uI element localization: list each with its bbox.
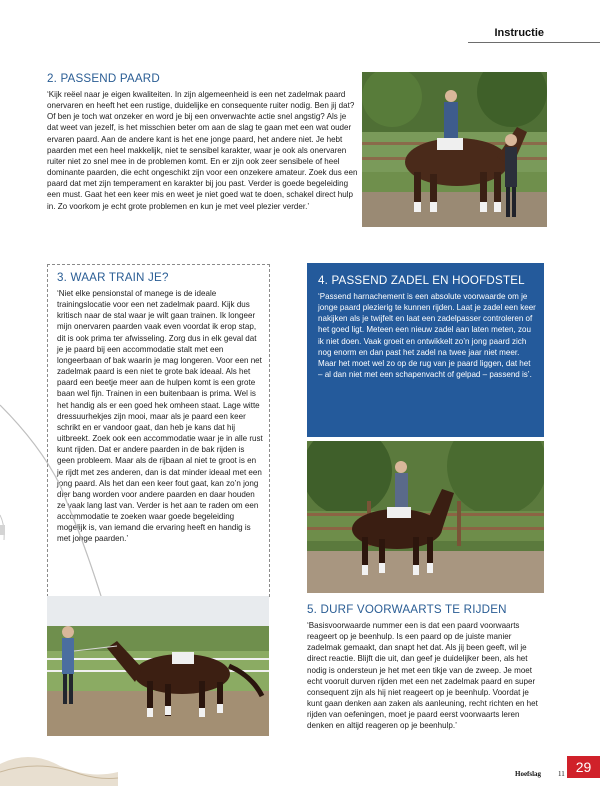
footer-decoration <box>0 744 118 786</box>
section-passend-paard <box>47 72 359 212</box>
section-body: ‘Niet elke pensionstal of manege is de ideale trainingslocatie voor een net zadelmak paard. Kijk dus kritisch naar de stal waar je wilt gaan trainen. Ik longeer mijn onervaren paarden vaak even voordat ik erop stap, dit is ook prima ter afwisseling. Zorg dus in elk geval dat je je paard bij een accommodatie stalt met een longeerbaan of bak waarin je mag longeren. Voor een net zadelmak paard is een niet te grote bak ideaal. Als het paard een beetje meer aan de hulpen komt is een grote baan wel fijn. Trainen in een buitenbaan is prima. Wel is het handig als er een goed hek omheen staat. Lage witte dressuurhekjes zijn mooi, maar als je paard een keer schrikt en er vandoor gaat, dan heb je kans dat hij uitbreekt. Zoek ook een accommodatie waar je in alle rust kunt rijden. Dat er andere paarden in de bak rijden is geen probleem. Maar als de rijbaan al niet te groot is en je rijdt met zes anderen, dan is dat minder ideaal met een jong paard. Als het dan een keer fout gaat, kan zo’n jong dier bang worden voor andere paarden en daar houden ze vaak lang last van. Verder is het aan te raden om een accommodatie te zoeken waar goede begeleiding mogelijk is, van iemand die ervaring heeft en handig is met jonge paarden.’ <box>57 289 263 544</box>
issue-number: 11 <box>558 770 565 778</box>
section-body: ‘Kijk reëel naar je eigen kwaliteiten. In zijn algemeenheid is een net zadelmak paard onervaren en heeft het een rustige, duidelijke en consequente ruiter nodig. Ben jij dat? Of ben je toch wat onzeker en word je bij een onverwachte actie snel angstig? Als je dat weet van jezelf, is het misschien beter om aan de slag te gaan met een wat ouder ervaren paard. Aan de andere kant is het ene jonge paard, het andere niet. Je hebt paarden met een heel makkelijk, niet te sensibel karakter, waar je ook als onervaren ruiter niet zo snel mee in de problemen komt. En er zijn ook zeer sensibele of heel dominante paarden, die echt ongeschikt zijn voor een onzekere amateur. Zoek dus een paard dat met zijn temperament en karakter bij jou past. Verder is goede begeleiding een must. Gaat het een keer mis en weet je niet goed wat te doen, schakel direct hulp in. Zo voorkom je echt grote problemen en kun je met veel plezier verder.’ <box>47 90 358 211</box>
magazine-name: Hoefslag <box>515 770 542 778</box>
section-label: Instructie <box>494 27 544 39</box>
section-title: 4. PASSEND ZADEL EN HOOFDSTEL <box>318 274 525 287</box>
photo-lungeing-horse <box>47 596 269 736</box>
section-title: 5. DURF VOORWAARTS TE RIJDEN <box>307 603 507 616</box>
photo-rider-in-arena <box>307 441 544 593</box>
section-title: 3. WAAR TRAIN JE? <box>57 271 169 284</box>
photo-rider-with-trainer <box>362 72 547 227</box>
page-number: 29 <box>567 756 600 778</box>
section-title: 2. PASSEND PAARD <box>47 72 160 85</box>
section-body: ‘Basisvoorwaarde nummer een is dat een paard voorwaarts reageert op je beenhulp. Is een paard op de juiste manier zadelmak gemaakt, dan snapt het dat. Als jij been geeft, wil je direct reactie. Blijft die uit, dan geef je duidelijker been, als het nodig is ondersteun je het met een tikje van de zweep. Je moet echt vooruit durven rijden met een net zadelmak paard en super consequent zijn als hij niet reageert op je beenhulp. Voordat je kunt gaan denken aan zaken als aanleuning, recht richten en het rijden van oefeningen, moet je paard eerst voorwaarts leren denken en altijd reageren op je beenhulp.’ <box>307 621 538 731</box>
section-passend-zadel <box>318 274 536 380</box>
section-body: ‘Passend harnachement is een absolute voorwaarde om je jonge paard plezierig te kunnen rijden. Laat je zadel een keer nakijken als je twijfelt en laat een zadelpasser controleren of het goed ligt. Meteen een nieuw zadel aan laten meten, zou ik niet doen. Vaak groeit en ontwikkelt zo’n jong paard zich nog enorm en dan past het zadel na twee jaar niet meer. Maar het moet wel zo op de rug van je paard liggen, dat het – al dan niet met een schapenvacht of gelpad – passend is’. <box>318 292 536 380</box>
section-durf-voorwaarts <box>307 603 543 732</box>
header-divider <box>468 42 600 43</box>
